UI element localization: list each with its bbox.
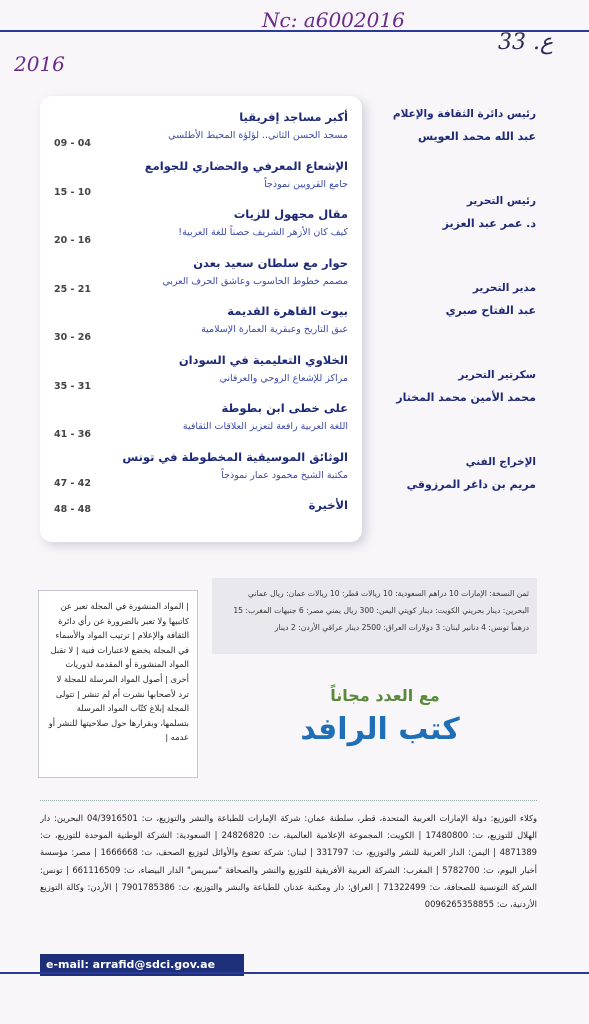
toc-entry-title: أكبر مساجد إفريقيا bbox=[239, 110, 348, 124]
email-link[interactable]: e-mail: arrafid@sdci.gov.ae bbox=[40, 954, 244, 976]
toc-entry-title: الخلاوي التعليمية في السودان bbox=[178, 352, 348, 367]
toc-entry-title: مقال مجهول للزيات bbox=[233, 207, 348, 221]
toc-entry-title: الإشعاع المعرفي والحضاري للجوامع bbox=[144, 158, 348, 173]
toc-entry[interactable] bbox=[54, 110, 348, 159]
masthead-role: سكرتير التحرير bbox=[458, 369, 536, 381]
masthead-name: مريم بن داغر المرزوقي bbox=[406, 478, 536, 491]
masthead-name: عبد الفتاح صبري bbox=[445, 304, 536, 317]
table-of-contents bbox=[40, 96, 362, 542]
toc-entry-title: الوثائق الموسيقية المخطوطة في تونس bbox=[122, 449, 348, 464]
masthead-name: د. عمر عبد العزيز bbox=[442, 217, 536, 230]
price-list: ثمن النسخة: الإمارات 10 دراهم السعودية: 10 ريالات قطر: 10 ريالات عمان: ريال عماني البحرين: دينار بحريني الكويت: دينار كويتي اليمن: 300 ريال يمني مصر: 6 جنيهات المغرب: 15 درهماً تونس: 4 دنانير لبنان: 3 دولارات العراق: 2500 دينار عراقي الأردن: 2 دينار bbox=[212, 578, 537, 654]
toc-entry[interactable] bbox=[54, 256, 348, 305]
toc-entry-title: على خطى ابن بطوطة bbox=[221, 401, 348, 415]
masthead bbox=[376, 108, 536, 543]
masthead-role: الإخراج الفني bbox=[465, 456, 536, 468]
handwritten-year: 2016 bbox=[14, 52, 65, 76]
masthead-role: مدير التحرير bbox=[472, 282, 536, 294]
toc-entry-pages: 48 - 48 bbox=[54, 504, 91, 515]
toc-entry-subtitle: مسجد الحسن الثاني.. لؤلؤة المحيط الأطلسي bbox=[168, 130, 348, 141]
toc-entry-subtitle: مراكز للإشعاع الروحي والعرفاني bbox=[219, 372, 348, 384]
free-offer-label: مع العدد مجاناً bbox=[330, 686, 440, 705]
masthead-role: رئيس دائرة الثقافة والإعلام bbox=[392, 108, 536, 120]
distributors-list: وكلاء التوزيع: دولة الإمارات العربية المتحدة، قطر، سلطنة عمان: شركة الإمارات للطباعة والنشر والتوزيع، ت: 04/3916501 البحرين: دار الهلال للتوزيع، ت: 17480800 | الكويت: المجموعة الإعلامية العالمية، ت: 24826820 | السعودية: الشركة الوطنية الموحدة للتوزيع، ت: 4871389 | اليمن: الدار العربية للنشر والتوزيع، ت: 331797 | لبنان: شركة تعنوع والأوائل لتوزيع الصحف، ت: 1666668 | مصر: مؤسسة أخبار اليوم، ت: 5782700 | المغرب: الشركة العربية الأفريقية للتوزيع والنشر والصحافة "سبريس" الدار البيضاء، ت: 661116509 | تونس: الشركة التونسية للصحافة، ت: 71322499 | العراق: دار ومكتبة عدنان للطباعة والنشر والتوزيع، ت: 7901785386 | الأردن: وكالة التوزيع الأردنية، ت: 0096265358855 bbox=[40, 813, 537, 910]
toc-entry[interactable] bbox=[54, 207, 348, 256]
handwritten-issue-number: ع. 33 bbox=[498, 30, 554, 55]
toc-entry-subtitle: عبق التاريخ وعبقرية العمارة الإسلامية bbox=[201, 324, 348, 335]
toc-entry[interactable] bbox=[54, 401, 348, 450]
toc-entry[interactable] bbox=[54, 159, 348, 208]
toc-entry-subtitle: كيف كان الأزهر الشريف حصناً للغة العربية! bbox=[178, 227, 348, 238]
editorial-notice: | المواد المنشورة في المجلة تعبر عن كاتبيها ولا تعبر بالضرورة عن رأي دائرة الثقافة والإعلام | ترتيب المواد والأسماء في المجلة يخضع لاعتبارات فنية | لا تقبل المواد المنشورة أو المقدمة لدوريات أخرى | أصول المواد المرسلة للمجلة لا ترد لأصحابها نشرت أم لم تنشر | تتولى المجلة إبلاغ كتّاب المواد المرسلة بتسلمها، وبقرارها حول صلاحيتها للنشر أو عدمه | bbox=[38, 590, 198, 778]
masthead-name: محمد الأمين محمد المختار bbox=[396, 391, 536, 404]
section-divider bbox=[40, 800, 537, 801]
masthead-entry bbox=[376, 195, 536, 282]
handwritten-reference: Nc: a6002016 bbox=[262, 8, 405, 32]
toc-entry-pages: 41 - 36 bbox=[54, 429, 91, 440]
toc-entry-title: حوار مع سلطان سعيد بعدن bbox=[193, 255, 348, 270]
toc-entry-pages: 30 - 26 bbox=[54, 332, 91, 343]
toc-entry-pages: 25 - 21 bbox=[54, 283, 91, 295]
masthead-name: عبد الله محمد العويس bbox=[417, 130, 536, 143]
toc-entry-pages: 09 - 04 bbox=[54, 138, 91, 149]
masthead-entry bbox=[376, 456, 536, 543]
toc-entry-title: بيوت القاهرة القديمة bbox=[227, 304, 348, 318]
toc-entry-title: الأخيرة bbox=[308, 498, 348, 512]
bottom-rule bbox=[0, 972, 589, 974]
toc-entry[interactable] bbox=[54, 450, 348, 499]
toc-entry-subtitle: مصمم خطوط الحاسوب وعاشق الحرف العربي bbox=[162, 275, 348, 287]
toc-entry-subtitle: اللغة العربية رافعة لتعزيز العلاقات الثقافية bbox=[182, 421, 348, 432]
toc-entry-subtitle: مكتبة الشيخ محمود عمار نموذجاً bbox=[221, 469, 348, 481]
free-offer-title: كتب الرافد bbox=[300, 712, 460, 747]
toc-entry-pages: 20 - 16 bbox=[54, 235, 91, 246]
masthead-role: رئيس التحرير bbox=[466, 195, 536, 207]
masthead-entry bbox=[376, 108, 536, 195]
toc-entry-pages: 35 - 31 bbox=[54, 380, 91, 392]
toc-entry-subtitle: جامع القرويين نموذجاً bbox=[264, 178, 348, 190]
masthead-entry bbox=[376, 282, 536, 369]
masthead-entry bbox=[376, 369, 536, 456]
toc-entry-pages: 15 - 10 bbox=[54, 186, 91, 198]
toc-entry[interactable] bbox=[54, 498, 348, 547]
toc-entry[interactable] bbox=[54, 304, 348, 353]
toc-entry-pages: 47 - 42 bbox=[54, 477, 91, 489]
toc-entry[interactable] bbox=[54, 353, 348, 402]
